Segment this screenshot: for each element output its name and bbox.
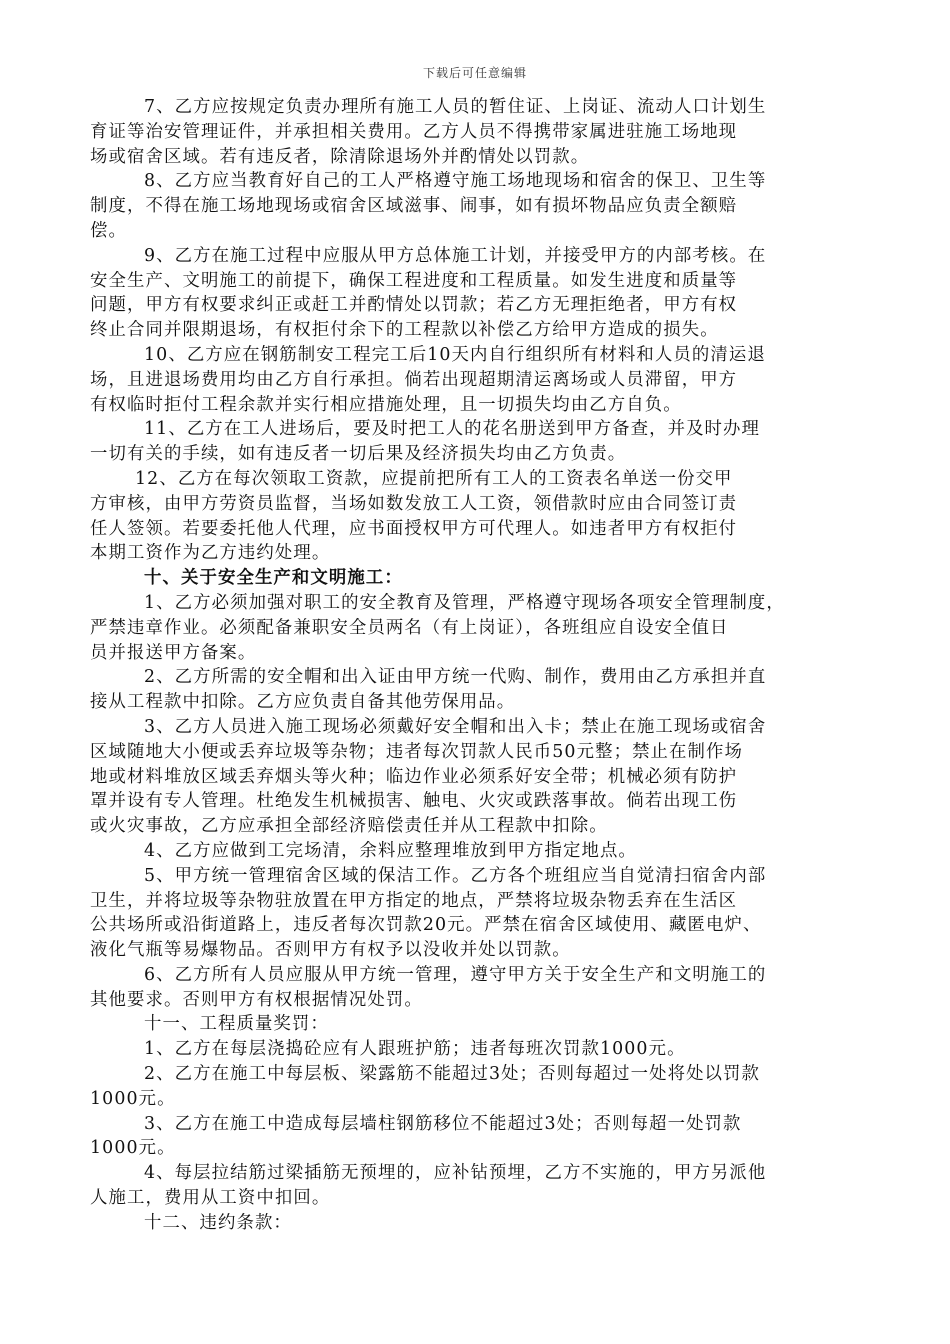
text-line: 3、乙方在施工中造成每层墙柱钢筋移位不能超过3处；否则每超一处罚款 <box>144 1113 742 1134</box>
text-line: 本期工资作为乙方违约处理。 <box>90 543 331 564</box>
text-line: 公共场所或沿街道路上，违反者每次罚款20元。严禁在宿舍区域使用、藏匿电炉、 <box>90 915 762 936</box>
text-line: 罩并设有专人管理。杜绝发生机械损害、触电、火灾或跌落事故。倘若出现工伤 <box>90 791 738 812</box>
text-line: 区域随地大小便或丢弃垃圾等杂物；违者每次罚款人民币50元整；禁止在制作场 <box>90 741 744 762</box>
text-line: 12、乙方在每次领取工资款，应提前把所有工人的工资表名单送一份交甲 <box>135 468 733 489</box>
text-line: 1000元。 <box>90 1088 176 1109</box>
text-line: 一切有关的手续，如有违反者一切后果及经济损失均由乙方负责。 <box>90 444 627 465</box>
text-line: 场，且进退场费用均由乙方自行承担。倘若出现超期清运离场或人员滞留，甲方 <box>90 369 738 390</box>
text-line: 严禁违章作业。必须配备兼职安全员两名（有上岗证），各班组应自设安全值日 <box>90 617 729 638</box>
text-line: 3、乙方人员进入施工现场必须戴好安全帽和出入卡；禁止在施工现场或宿舍 <box>144 716 767 737</box>
text-line: 偿。 <box>90 220 127 241</box>
text-line: 或火灾事故，乙方应承担全部经济赔偿责任并从工程款中扣除。 <box>90 816 608 837</box>
section-heading: 十、关于安全生产和文明施工： <box>144 568 403 589</box>
text-line: 育证等治安管理证件，并承担相关费用。乙方人员不得携带家属进驻施工场地现 <box>90 121 738 142</box>
document-body <box>90 95 862 1236</box>
text-line: 7、乙方应按规定负责办理所有施工人员的暂住证、上岗证、流动人口计划生 <box>144 97 767 117</box>
page-header: 下载后可任意编辑 <box>422 66 527 80</box>
text-line: 1、乙方在每层浇捣砼应有人跟班护筋；违者每班次罚款1000元。 <box>144 1039 686 1060</box>
text-line: 地或材料堆放区域丢弃烟头等火种；临边作业必须系好安全带；机械必须有防护 <box>90 766 738 787</box>
text-line: 卫生，并将垃圾等杂物驻放置在甲方指定的地点，严禁将垃圾杂物丢弃在生活区 <box>90 890 738 911</box>
text-line: 1、乙方必须加强对职工的安全教育及管理，严格遵守现场各项安全管理制度， <box>144 592 785 613</box>
text-line: 8、乙方应当教育好自己的工人严格遵守施工场地现场和宿舍的保卫、卫生等 <box>144 171 767 192</box>
text-line: 十一、工程质量奖罚： <box>144 1014 329 1035</box>
text-line: 2、乙方所需的安全帽和出入证由甲方统一代购、制作，费用由乙方承担并直 <box>144 667 767 688</box>
text-line: 2、乙方在施工中每层板、梁露筋不能超过3处；否则每超过一处将处以罚款 <box>144 1064 761 1085</box>
text-line: 5、甲方统一管理宿舍区域的保洁工作。乙方各个班组应当自觉清扫宿舍内部 <box>144 865 767 886</box>
text-line: 十二、违约条款： <box>144 1212 292 1233</box>
text-line: 接从工程款中扣除。乙方应负责自备其他劳保用品。 <box>90 692 516 713</box>
text-line: 11、乙方在工人进场后，要及时把工人的花名册送到甲方备查，并及时办理 <box>144 419 761 440</box>
text-line: 人施工，费用从工资中扣回。 <box>90 1188 331 1209</box>
text-line: 1000元。 <box>90 1138 176 1159</box>
text-line: 液化气瓶等易爆物品。否则甲方有权予以没收并处以罚款。 <box>90 940 571 961</box>
text-line: 方审核，由甲方劳资员监督，当场如数发放工人工资，领借款时应由合同签订责 <box>90 493 738 514</box>
text-line: 安全生产、文明施工的前提下，确保工程进度和工程质量。如发生进度和质量等 <box>90 270 738 291</box>
text-line: 6、乙方所有人员应服从甲方统一管理，遵守甲方关于安全生产和文明施工的 <box>144 964 767 985</box>
text-line: 问题，甲方有权要求纠正或赶工并酌情处以罚款；若乙方无理拒绝者，甲方有权 <box>90 295 738 316</box>
text-line: 员并报送甲方备案。 <box>90 642 257 663</box>
text-line: 10、乙方应在钢筋制安工程完工后10天内自行组织所有材料和人员的清运退 <box>144 344 766 365</box>
text-line: 4、乙方应做到工完场清，余料应整理堆放到甲方指定地点。 <box>144 840 637 861</box>
text-line: 其他要求。否则甲方有权根据情况处罚。 <box>90 989 423 1010</box>
text-line: 9、乙方在施工过程中应服从甲方总体施工计划，并接受甲方的内部考核。在 <box>144 245 767 266</box>
text-line: 4、每层拉结筋过梁插筋无预埋的，应补钻预埋，乙方不实施的，甲方另派他 <box>144 1163 767 1184</box>
text-line: 制度，不得在施工场地现场或宿舍区域滋事、闹事，如有损坏物品应负责全额赔 <box>90 196 738 217</box>
text-line: 场或宿舍区域。若有违反者，除清除退场外并酌情处以罚款。 <box>90 146 590 167</box>
text-line: 任人签领。若要委托他人代理，应书面授权甲方可代理人。如违者甲方有权拒付 <box>90 518 738 539</box>
text-line: 有权临时拒付工程余款并实行相应措施处理，且一切损失均由乙方自负。 <box>90 394 682 415</box>
text-line: 终止合同并限期退场，有权拒付余下的工程款以补偿乙方给甲方造成的损失。 <box>90 320 719 341</box>
